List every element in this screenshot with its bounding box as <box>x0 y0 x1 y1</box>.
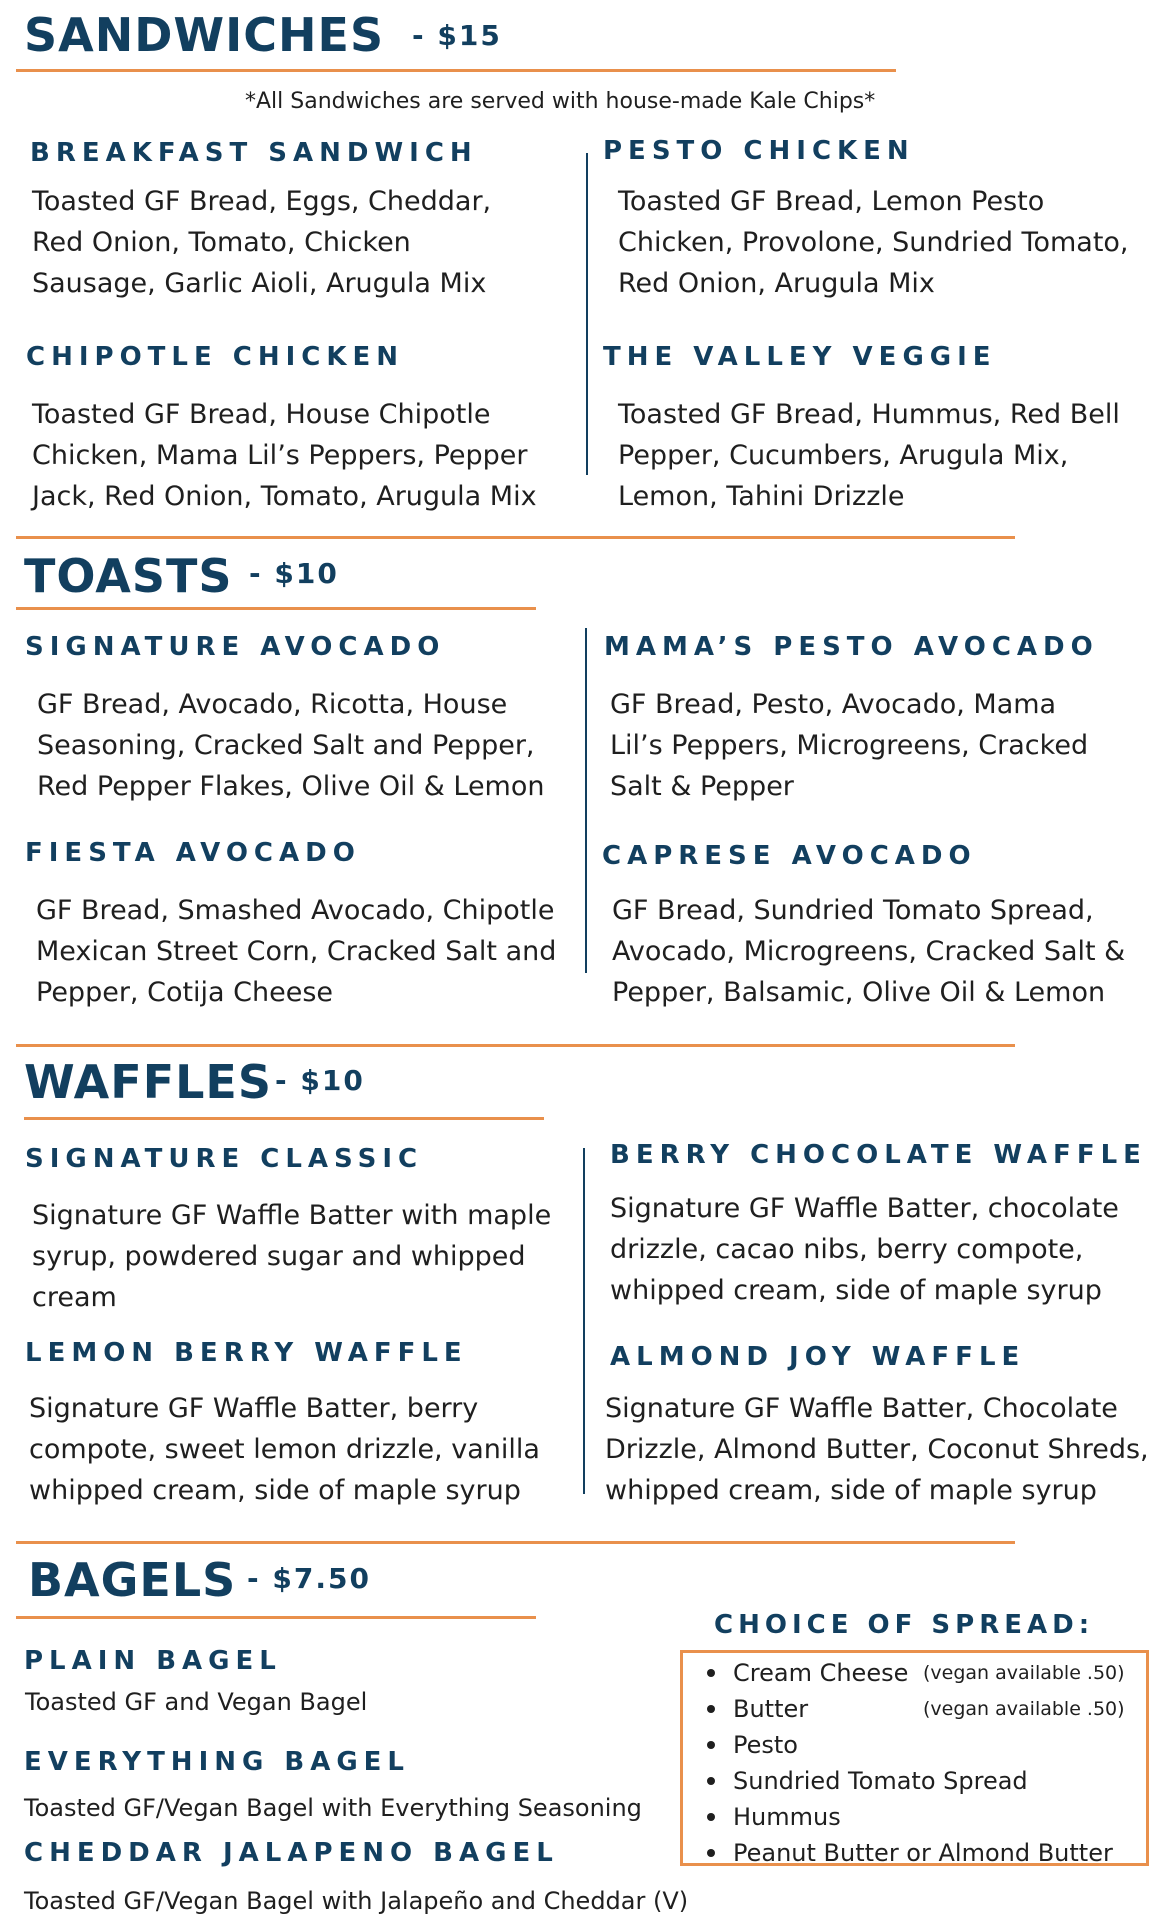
sandwiches-title: SANDWICHES <box>24 8 385 62</box>
spread-options-box <box>680 1650 1149 1866</box>
item-desc-breakfast-sandwich: Toasted GF Bread, Eggs, Cheddar, Red Onion, Tomato, Chicken Sausage, Garlic Aioli, Arugula Mix <box>32 186 492 299</box>
spread-option-label: Hummus <box>733 1803 841 1831</box>
bullet-icon <box>707 1849 715 1857</box>
item-title-fiesta-avocado: FIESTA AVOCADO <box>25 838 361 868</box>
item-title-mamas-pesto-avocado: MAMA’S PESTO AVOCADO <box>604 632 1099 662</box>
item-desc-plain-bagel: Toasted GF and Vegan Bagel <box>25 1688 368 1716</box>
toasts-divider <box>585 628 587 973</box>
item-title-almond-joy-waffle: ALMOND JOY WAFFLE <box>610 1342 1026 1372</box>
spread-option-label: Pesto <box>733 1731 798 1759</box>
item-desc-almond-joy-waffle: Signature GF Waffle Batter, Chocolate Drizzle, Almond Butter, Coconut Shreds, whipped cream, side of maple syrup <box>605 1393 1149 1506</box>
waffles-title: WAFFLES <box>24 1055 272 1109</box>
bagels-rule <box>16 1616 536 1619</box>
waffles-bottom-rule <box>16 1541 1015 1544</box>
spread-option-note: (vegan available .50) <box>923 1698 1125 1720</box>
item-desc-valley-veggie: Toasted GF Bread, Hummus, Red Bell Pepper, Cucumbers, Arugula Mix, Lemon, Tahini Drizzle <box>618 399 1120 512</box>
item-desc-lemon-berry-waffle: Signature GF Waffle Batter, berry compote, sweet lemon drizzle, vanilla whipped cream, side of maple syrup <box>29 1393 540 1506</box>
item-desc-everything-bagel: Toasted GF/Vegan Bagel with Everything Seasoning <box>24 1794 642 1822</box>
bullet-icon <box>707 1813 715 1821</box>
toasts-title: TOASTS <box>24 549 233 603</box>
item-desc-chipotle-chicken: Toasted GF Bread, House Chipotle Chicken, Mama Lil’s Peppers, Pepper Jack, Red Onion, Tomato, Arugula Mix <box>32 399 537 512</box>
sandwiches-note: *All Sandwiches are served with house-made Kale Chips* <box>245 89 876 114</box>
item-title-valley-veggie: THE VALLEY VEGGIE <box>603 342 997 372</box>
spread-option <box>703 1727 1113 1763</box>
bullet-icon <box>707 1777 715 1785</box>
item-title-signature-classic: SIGNATURE CLASSIC <box>25 1144 424 1174</box>
toasts-bottom-rule <box>16 1044 1015 1047</box>
spread-option-label: Sundried Tomato Spread <box>733 1767 1028 1795</box>
spread-option-label: Cream Cheese <box>733 1659 909 1687</box>
toasts-price: - $10 <box>249 557 339 590</box>
bagels-title: BAGELS <box>28 1553 237 1607</box>
waffles-price: - $10 <box>275 1064 365 1097</box>
item-title-pesto-chicken: PESTO CHICKEN <box>603 136 915 166</box>
spread-option <box>703 1691 1125 1727</box>
item-desc-fiesta-avocado: GF Bread, Smashed Avocado, Chipotle Mexican Street Corn, Cracked Salt and Pepper, Cotija Cheese <box>36 895 557 1008</box>
item-title-everything-bagel: EVERYTHING BAGEL <box>24 1747 410 1777</box>
bagels-price: - $7.50 <box>247 1562 371 1595</box>
spread-option-note: (vegan available .50) <box>923 1662 1125 1684</box>
bullet-icon <box>707 1741 715 1749</box>
item-title-berry-chocolate-waffle: BERRY CHOCOLATE WAFFLE <box>610 1140 1147 1170</box>
item-title-signature-avocado: SIGNATURE AVOCADO <box>25 632 446 662</box>
item-desc-signature-classic: Signature GF Waffle Batter with maple syrup, powdered sugar and whipped cream <box>32 1200 552 1313</box>
sandwiches-divider <box>586 153 588 475</box>
sandwiches-rule <box>16 69 896 72</box>
bullet-icon <box>707 1705 715 1713</box>
spread-list <box>703 1655 1125 1871</box>
item-desc-signature-avocado: GF Bread, Avocado, Ricotta, House Seasoning, Cracked Salt and Pepper, Red Pepper Flakes, Olive Oil & Lemon <box>37 689 545 802</box>
spread-option-label: Butter <box>733 1695 809 1723</box>
item-desc-caprese-avocado: GF Bread, Sundried Tomato Spread, Avocado, Microgreens, Cracked Salt & Pepper, Balsamic, Olive Oil & Lemon <box>612 895 1126 1008</box>
item-title-cheddar-jalapeno-bagel: CHEDDAR JALAPENO BAGEL <box>24 1838 559 1868</box>
item-desc-berry-chocolate-waffle: Signature GF Waffle Batter, chocolate drizzle, cacao nibs, berry compote, whipped cream, side of maple syrup <box>610 1193 1119 1306</box>
item-title-caprese-avocado: CAPRESE AVOCADO <box>602 841 977 871</box>
item-title-chipotle-chicken: CHIPOTLE CHICKEN <box>26 342 405 372</box>
spread-option-label: Peanut Butter or Almond Butter <box>733 1839 1113 1867</box>
item-title-plain-bagel: PLAIN BAGEL <box>24 1646 282 1676</box>
waffles-rule <box>24 1117 544 1120</box>
sandwiches-price: - $15 <box>412 19 502 52</box>
item-desc-pesto-chicken: Toasted GF Bread, Lemon Pesto Chicken, Provolone, Sundried Tomato, Red Onion, Arugula Mix <box>618 186 1129 299</box>
bullet-icon <box>707 1669 715 1677</box>
item-desc-cheddar-jalapeno-bagel: Toasted GF/Vegan Bagel with Jalapeño and Cheddar (V) <box>24 1887 689 1915</box>
item-title-lemon-berry-waffle: LEMON BERRY WAFFLE <box>25 1338 468 1368</box>
toasts-rule <box>16 607 536 610</box>
waffles-divider <box>583 1148 585 1494</box>
spread-option <box>703 1655 1125 1691</box>
spread-option <box>703 1799 1113 1835</box>
item-desc-mamas-pesto-avocado: GF Bread, Pesto, Avocado, Mama Lil’s Peppers, Microgreens, Cracked Salt & Pepper <box>610 689 1089 802</box>
sandwiches-bottom-rule <box>16 536 1015 539</box>
spread-option <box>703 1763 1113 1799</box>
item-title-breakfast-sandwich: BREAKFAST SANDWICH <box>30 138 478 168</box>
spread-option <box>703 1835 1113 1871</box>
spread-title: CHOICE OF SPREAD: <box>714 1610 1095 1640</box>
